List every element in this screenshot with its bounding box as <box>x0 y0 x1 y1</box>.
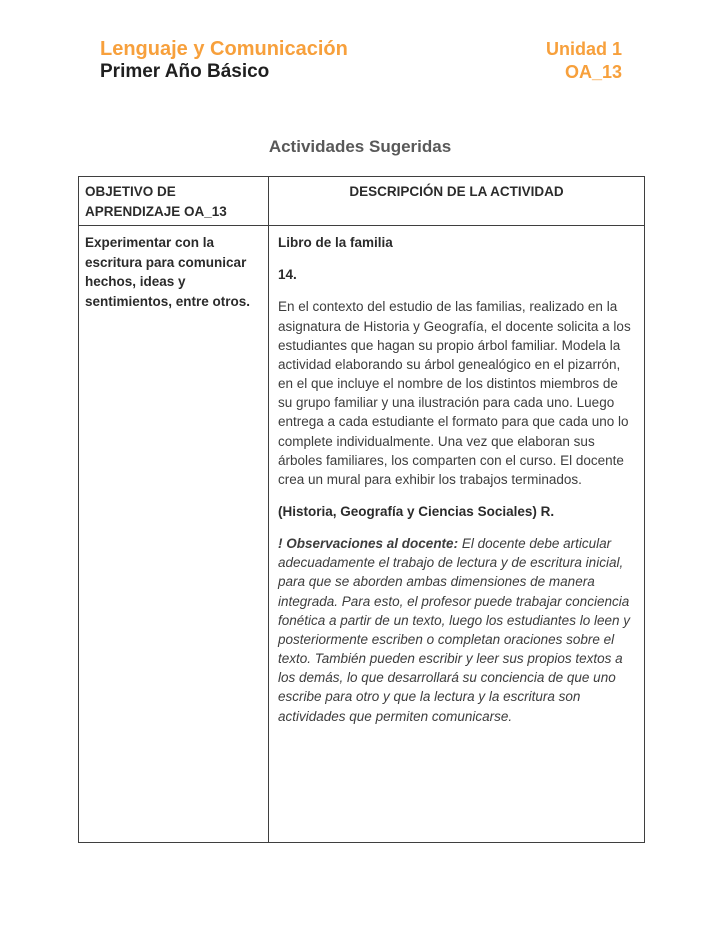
table-body-row <box>79 226 645 843</box>
unit-label: Unidad 1 <box>545 39 622 59</box>
activities-table <box>78 176 645 843</box>
description-cell <box>269 226 645 843</box>
objective-column-header: OBJETIVO DE APRENDIZAJE OA_13 <box>79 177 269 226</box>
subject-reference: (Historia, Geografía y Ciencias Sociales) R. <box>278 504 555 519</box>
activity-description: En el contexto del estudio de las familias, realizado en la asignatura de Historia y Geografía, el docente solicita a los estudiantes que hagan su propio árbol familiar. Modela la actividad elaborando su árbol genealógico en el pizarrón, en el que incluye el nombre de los distintos miembros de su grupo familiar y una ilustración para cada uno. Luego entrega a cada estudiante el formato para que cada uno lo complete individualmente. Una vez que elaboran sus árboles familiares, los comparten con el curso. El docente crea un mural para exhibir los trabajos terminados. <box>278 299 631 487</box>
objective-cell: Experimentar con la escritura para comunicar hechos, ideas y sentimientos, entre otros. <box>79 226 269 843</box>
activity-number: 14. <box>278 267 297 283</box>
observations-label: ! Observaciones al docente: <box>278 536 462 552</box>
course-title: Lenguaje y Comunicación <box>100 38 348 60</box>
observations-text: El docente debe articular adecuadamente el trabajo de lectura y de escritura inicial, para que se aborden ambas dimensiones de manera integrada. Para esto, el profesor puede trabajar conciencia fonética a partir de un texto, luego los estudiantes lo leen y posteriormente escriben o completan oraciones sobre el texto. También pueden escribir y leer sus propios textos a los demás, lo que desarrollará su conciencia de que uno escribe para otro y que la lectura y la escritura son actividades que permiten comunicarse. <box>278 536 630 724</box>
teacher-observations <box>278 534 635 726</box>
description-column-header: DESCRIPCIÓN DE LA ACTIVIDAD <box>269 177 645 226</box>
page-title: Actividades Sugeridas <box>268 136 452 156</box>
header-right-block <box>546 38 622 85</box>
grade-subtitle: Primer Año Básico <box>100 61 270 82</box>
page-header <box>0 0 720 85</box>
table-header-row <box>79 177 645 226</box>
header-left-block <box>100 38 348 84</box>
activity-title: Libro de la familia <box>278 235 393 251</box>
oa-code-label: OA_13 <box>564 62 622 83</box>
